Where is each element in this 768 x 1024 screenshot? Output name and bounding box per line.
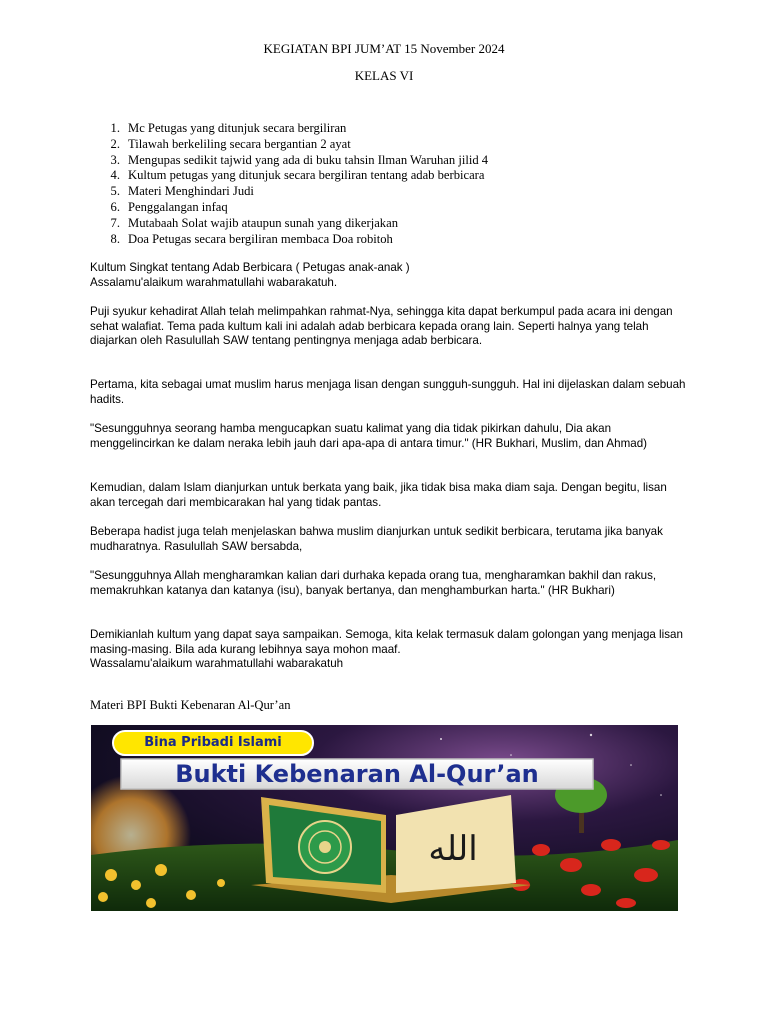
list-item xyxy=(90,153,488,169)
list-text: Kultum petugas yang ditunjuk secara bergiliran tentang adab berbicara xyxy=(128,168,485,183)
list-text: Penggalangan infaq xyxy=(128,199,228,214)
kultum-paragraph xyxy=(90,481,690,510)
list-text: Mengupas sedikit tajwid yang ada di buku tahsin Ilman Waruhan jilid 4 xyxy=(128,152,489,167)
list-number: 4. xyxy=(110,168,120,183)
hadith-quote xyxy=(90,422,690,451)
banner-title: Bukti Kebenaran Al-Qur’an xyxy=(175,760,539,788)
list-item xyxy=(90,121,488,137)
hadith-quote xyxy=(90,569,690,598)
list-text: Materi Menghindari Judi xyxy=(128,184,254,199)
paragraph-text: Puji syukur kehadirat Allah telah melimpahkan rahmat-Nya, sehingga kita dapat berkumpul pada acara ini dengan sehat walafiat. Tema pada kultum kali ini adalah adab berbicara kepada orang lain. Seperti halnya yang telah diajarkan oleh Rasulullah SAW tentang pentingnya menjaga adab berbicara. xyxy=(90,305,673,348)
svg-text:الله: الله xyxy=(428,829,478,869)
closing-greeting: Wassalamu'alaikum warahmatullahi wabarakatuh xyxy=(90,657,344,671)
banner-image xyxy=(91,725,678,911)
kultum-paragraph xyxy=(90,378,690,407)
list-text: Mutabaah Solat wajib ataupun sunah yang dikerjakan xyxy=(128,215,398,230)
kultum-closing xyxy=(90,628,690,672)
kultum-greeting: Assalamu'alaikum warahmatullahi wabarakatuh. xyxy=(90,275,338,289)
list-number: 2. xyxy=(110,136,120,151)
list-number: 7. xyxy=(110,215,120,230)
list-item xyxy=(90,200,488,216)
agenda-list xyxy=(90,121,488,247)
kultum-intro xyxy=(90,261,690,290)
banner-badge: Bina Pribadi Islami xyxy=(144,735,282,750)
paragraph-text: "Sesungguhnya Allah mengharamkan kalian dari durhaka kepada orang tua, mengharamkan bakhil dan rakus, memakruhkan katanya dan katanya (isu), banyak bertanya, dan menghamburkan harta." (HR Bukhari) xyxy=(90,569,657,597)
paragraph-text: Beberapa hadist juga telah menjelaskan bahwa muslim dianjurkan untuk sedikit berbicara, terutama jika banyak mudharatnya. Rasulullah SAW bersabda, xyxy=(90,525,663,553)
list-number: 8. xyxy=(110,231,120,246)
kultum-heading: Kultum Singkat tentang Adab Berbicara ( Petugas anak-anak ) xyxy=(90,261,410,274)
document-title: KEGIATAN BPI JUM’AT 15 November 2024 xyxy=(263,41,505,56)
list-item xyxy=(90,137,488,153)
list-number: 1. xyxy=(110,121,120,135)
list-item xyxy=(90,168,488,184)
paragraph-text: "Sesungguhnya seorang hamba mengucapkan suatu kalimat yang dia tidak pikirkan dahulu, Dia akan menggelincirkan ke dalam neraka lebih jauh dari apa-apa di antara timur." (HR Bukhari, Muslim, dan Ahmad) xyxy=(90,422,648,450)
class-label: KELAS VI xyxy=(354,68,414,83)
list-number: 5. xyxy=(110,184,120,199)
paragraph-text: Kemudian, dalam Islam dianjurkan untuk berkata yang baik, jika tidak bisa maka diam saja. Dengan begitu, lisan akan tercegah dari membicarakan hal yang tidak pantas. xyxy=(90,481,667,509)
list-text: Doa Petugas secara bergiliran membaca Doa robitoh xyxy=(128,231,393,246)
kultum-paragraph xyxy=(90,305,690,349)
list-item xyxy=(90,184,488,200)
list-text: Tilawah berkeliling secara bergantian 2 ayat xyxy=(128,136,351,151)
list-item xyxy=(90,232,488,248)
kultum-paragraph xyxy=(90,525,690,554)
paragraph-text: Pertama, kita sebagai umat muslim harus menjaga lisan dengan sungguh-sungguh. Hal ini dijelaskan dalam sebuah hadits. xyxy=(90,378,686,406)
list-text: Mc Petugas yang ditunjuk secara bergiliran xyxy=(128,121,347,135)
materi-label: Materi BPI Bukti Kebenaran Al-Qur’an xyxy=(90,698,291,712)
list-item xyxy=(90,216,488,232)
list-number: 3. xyxy=(110,152,120,167)
list-number: 6. xyxy=(110,199,120,214)
paragraph-text: Demikianlah kultum yang dapat saya sampaikan. Semoga, kita kelak termasuk dalam golongan yang menjaga lisan masing-masing. Bila ada kurang lebihnya saya mohon maaf. xyxy=(90,628,683,656)
